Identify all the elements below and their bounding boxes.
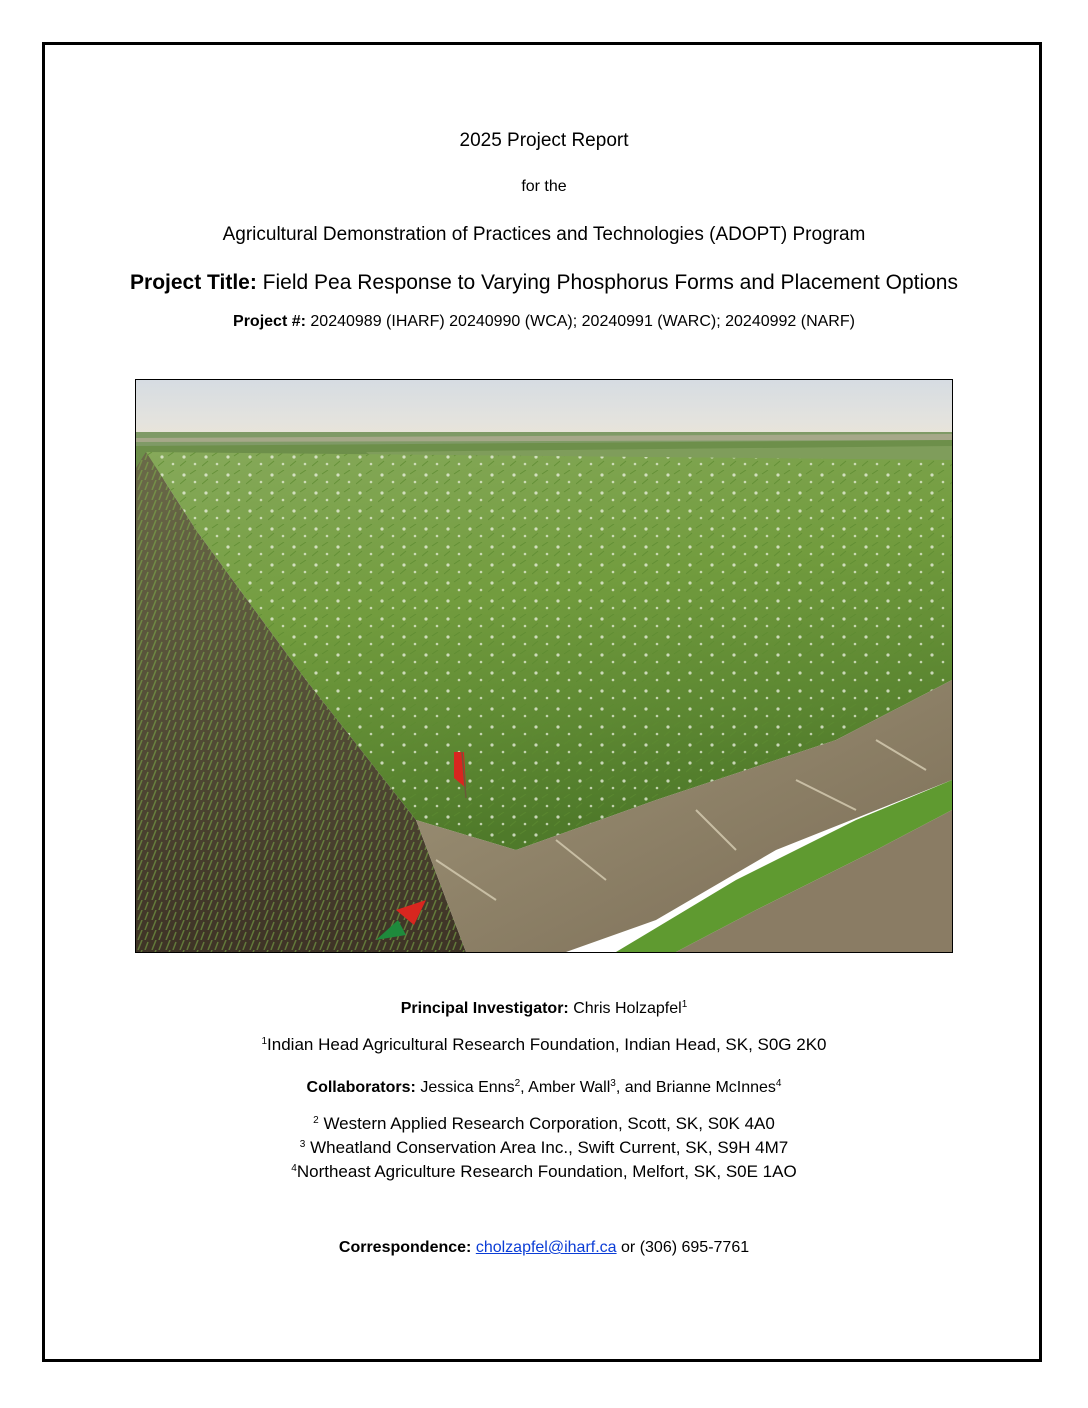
collaborator-2-superscript: 3	[610, 1078, 616, 1089]
pi-affiliation-text: Indian Head Agricultural Research Foundation, Indian Head, SK, S0G 2K0	[267, 1035, 827, 1054]
affiliation-3-superscript: 3	[299, 1139, 306, 1150]
collaborator-separator: ,	[520, 1079, 529, 1096]
collaborator-3-superscript: 4	[775, 1078, 782, 1089]
collaborator-2: Amber Wall	[528, 1079, 611, 1096]
collaborator-3: Brianne McInnes	[655, 1079, 776, 1096]
affiliation-2-superscript: 2	[313, 1115, 319, 1126]
pi-affiliation-superscript: 1	[261, 1036, 268, 1047]
collaborators-label: Collaborators:	[306, 1079, 416, 1096]
correspondence	[0, 1239, 1088, 1257]
collaborator-separator: , and	[615, 1079, 656, 1096]
affiliation-4-text: Northeast Agriculture Research Foundation, Melfort, SK, S0E 1AO	[296, 1162, 797, 1181]
project-title-text: Field Pea Response to Varying Phosphorus Forms and Placement Options	[262, 271, 958, 294]
project-number	[0, 313, 1088, 331]
affiliation-3-text: Wheatland Conservation Area Inc., Swift Current, SK, S9H 4M7	[305, 1138, 789, 1157]
phone-text: or (306) 695-7761	[616, 1239, 750, 1256]
email-link[interactable]: cholzapfel@iharf.ca	[475, 1239, 617, 1256]
pi-superscript: 1	[681, 999, 688, 1010]
affiliation-2-text: Western Applied Research Corporation, Scott, SK, S0K 4A0	[318, 1114, 775, 1133]
project-number-label: Project #:	[233, 313, 306, 330]
program-name: Agricultural Demonstration of Practices and Technologies (ADOPT) Program	[222, 224, 866, 245]
field-pea-plot-photo	[135, 379, 953, 953]
pi-affiliation	[0, 1035, 1088, 1055]
affiliation-3	[0, 1138, 1088, 1158]
correspondence-label: Correspondence:	[338, 1239, 472, 1256]
affiliation-2	[0, 1114, 1088, 1134]
collaborator-1: Jessica Enns	[420, 1079, 515, 1096]
project-title	[0, 271, 1088, 295]
pi-label: Principal Investigator:	[400, 1000, 569, 1017]
for-the-text: for the	[521, 178, 567, 195]
project-title-label: Project Title:	[130, 271, 257, 294]
project-number-text: 20240989 (IHARF) 20240990 (WCA); 20240991 (WARC); 20240992 (NARF)	[310, 313, 855, 330]
collaborator-1-superscript: 2	[514, 1078, 521, 1089]
affiliation-4	[0, 1162, 1088, 1182]
collaborators	[0, 1079, 1088, 1097]
affiliation-4-superscript: 4	[291, 1163, 297, 1174]
pi-name: Chris Holzapfel	[573, 1000, 682, 1017]
principal-investigator	[0, 1000, 1088, 1018]
report-heading: 2025 Project Report	[459, 130, 629, 151]
